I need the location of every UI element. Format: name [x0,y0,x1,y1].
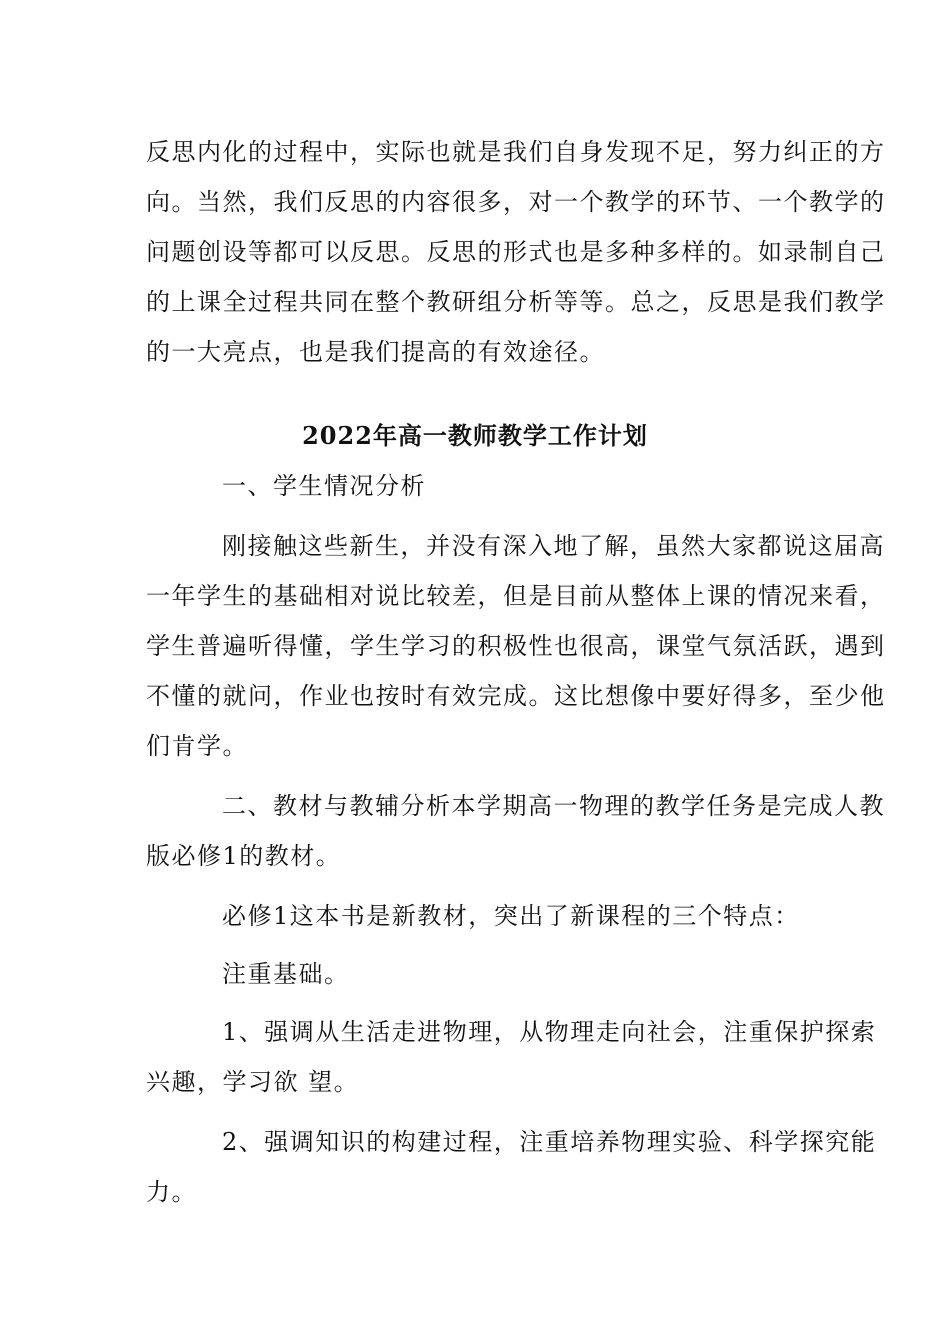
para2-line-4: 不懂的就问，作业也按时有效完成。这比想像中要好得多，至少他 [146,682,886,710]
para6-line-1: 1、强调从生活走进物理，从物理走向社会，注重保护探索 [222,1018,877,1046]
para2-line-5: 们肯学。 [146,732,248,760]
para4-line-1: 必修1这本书是新教材，突出了新课程的三个特点： [222,902,800,930]
para5-line-1: 注重基础。 [222,960,350,988]
para1-line-4: 的上课全过程共同在整个教研组分析等等。总之，反思是我们教学 [146,288,886,316]
para1-line-3: 问题创设等都可以反思。反思的形式也是多种多样的。如录制自己 [146,238,886,266]
para1-line-1: 反思内化的过程中，实际也就是我们自身发现不足，努力纠正的方 [146,138,886,166]
para7-line-2: 力。 [146,1178,197,1206]
para2-line-3: 学生普遍听得懂，学生学习的积极性也很高，课堂气氛活跃，遇到 [146,632,886,660]
para2-line-1: 刚接触这些新生，并没有深入地了解，虽然大家都说这届高 [222,532,885,560]
para7-line-1: 2、强调知识的构建过程，注重培养物理实验、科学探究能 [222,1128,877,1156]
para6-line-2: 兴趣，学习欲 望。 [146,1068,360,1096]
para1-line-5: 的一大亮点，也是我们提高的有效途径。 [146,338,605,366]
para1-line-2: 向。当然，我们反思的内容很多，对一个教学的环节、一个教学的 [146,188,886,216]
document-title: 2022年高一教师教学工作计划 [302,421,648,450]
para2-line-2: 一年学生的基础相对说比较差，但是目前从整体上课的情况来看， [146,582,886,610]
section-heading-1: 一、学生情况分析 [222,472,426,500]
para3-line-2: 版必修1的教材。 [146,842,342,870]
para3-line-1: 二、教材与教辅分析本学期高一物理的教学任务是完成人教 [222,792,885,820]
